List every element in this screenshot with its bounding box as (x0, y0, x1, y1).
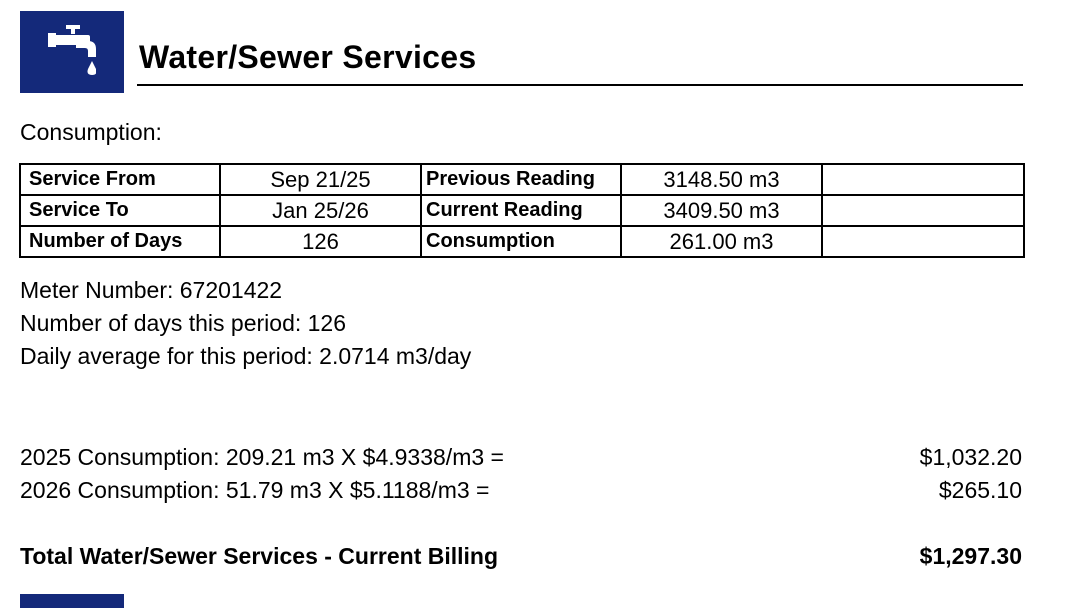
row-label: Number of Days (20, 226, 220, 257)
row-value: 126 (220, 226, 421, 257)
section-title: Water/Sewer Services (139, 39, 477, 75)
faucet-glyph (48, 25, 96, 81)
charge-amount-2026: $265.10 (938, 477, 1022, 503)
title-divider (137, 84, 1023, 86)
extra-cell (822, 164, 1024, 195)
row-label: Service To (20, 195, 220, 226)
charge-description-2025: 2025 Consumption: 209.21 m3 X $4.9338/m3 = (20, 444, 504, 470)
reading-value: 3409.50 m3 (621, 195, 822, 226)
row-value: Sep 21/25 (220, 164, 421, 195)
reading-value: 261.00 m3 (621, 226, 822, 257)
table-row (20, 226, 1024, 257)
reading-label: Previous Reading (421, 164, 621, 195)
readings-table (19, 163, 1025, 258)
table-row (20, 195, 1024, 226)
faucet-icon (20, 11, 124, 93)
row-label: Service From (20, 164, 220, 195)
reading-value: 3148.50 m3 (621, 164, 822, 195)
meter-number: Meter Number: 67201422 (20, 277, 283, 303)
days-this-period: Number of days this period: 126 (20, 310, 347, 336)
extra-cell (822, 226, 1024, 257)
table-row (20, 164, 1024, 195)
charge-amount-2025: $1,032.20 (919, 444, 1022, 470)
reading-label: Consumption (421, 226, 621, 257)
reading-label: Current Reading (421, 195, 621, 226)
daily-average: Daily average for this period: 2.0714 m3/day (20, 343, 472, 369)
consumption-label: Consumption: (20, 119, 162, 145)
total-label: Total Water/Sewer Services - Current Billing (20, 543, 499, 569)
next-section-icon (20, 594, 124, 608)
total-amount: $1,297.30 (919, 543, 1022, 569)
row-value: Jan 25/26 (220, 195, 421, 226)
extra-cell (822, 195, 1024, 226)
charge-description-2026: 2026 Consumption: 51.79 m3 X $5.1188/m3 = (20, 477, 490, 503)
